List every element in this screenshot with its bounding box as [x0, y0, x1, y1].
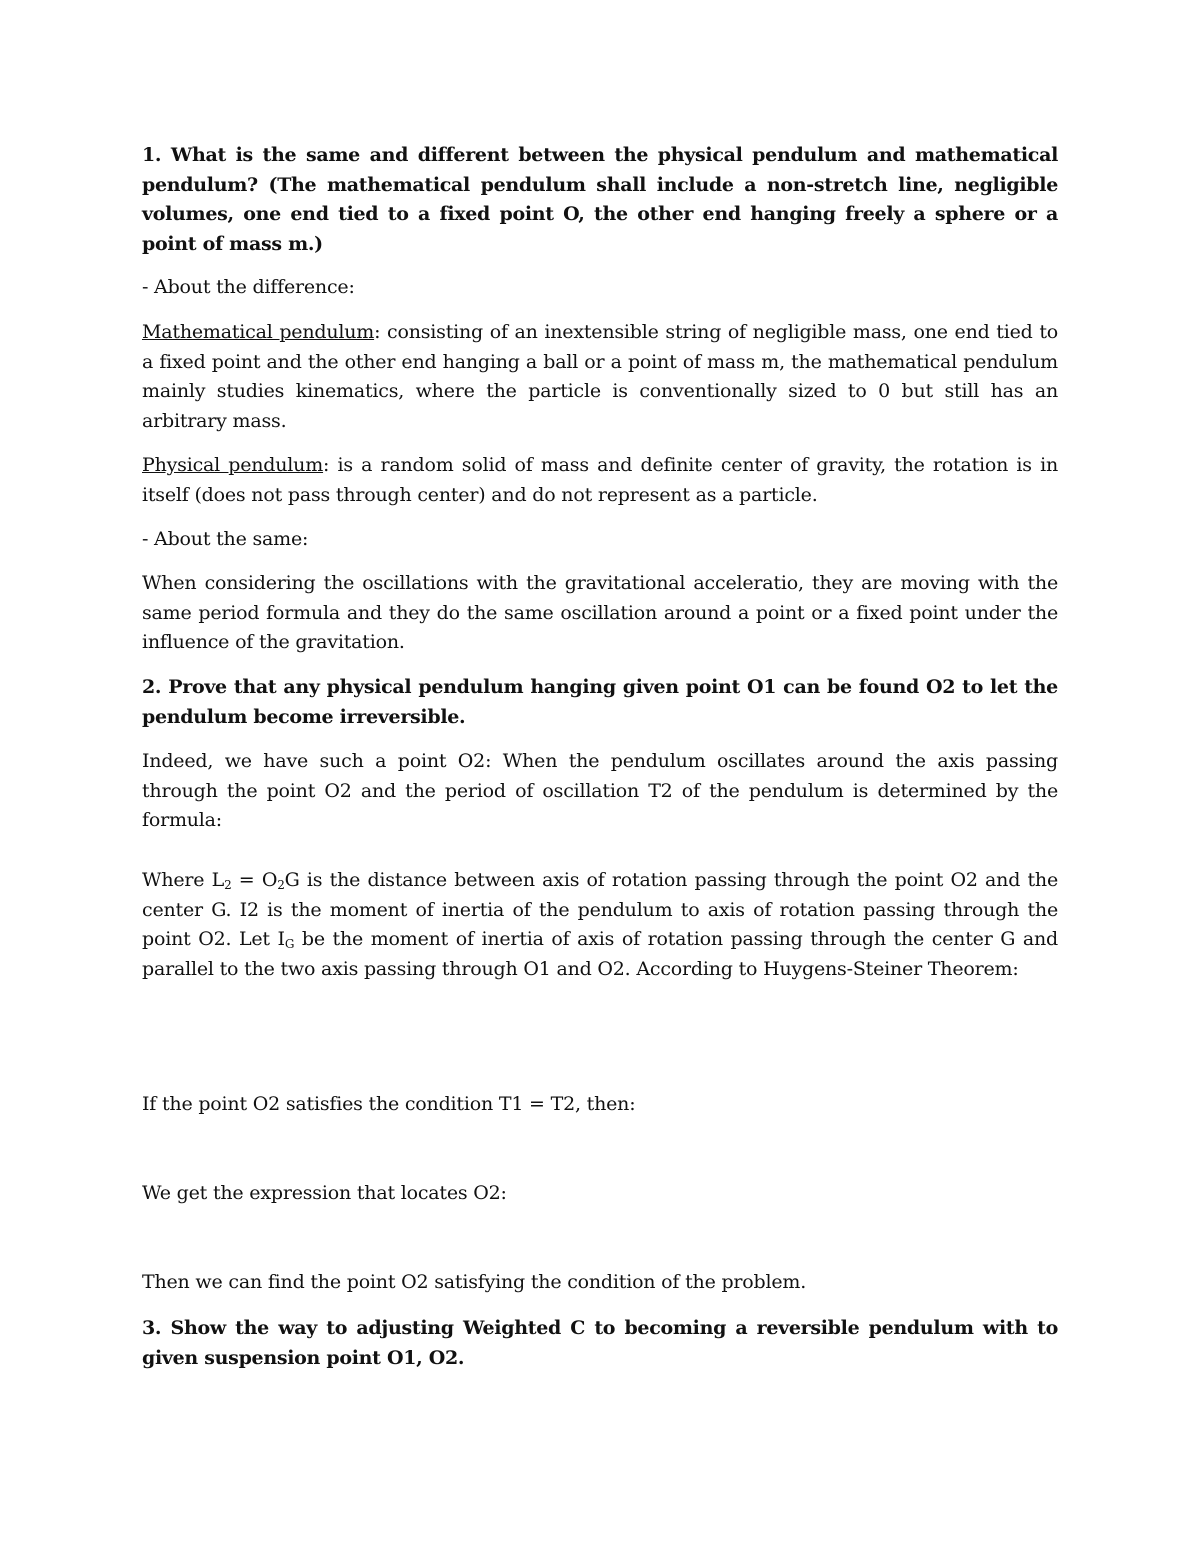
where-text-1: Where L	[142, 869, 225, 891]
mathematical-pendulum-definition: : consisting of an inextensible string of negligible mass, one end tied to a fixed point and the other end hanging a ball or a point of mass m, the mathematical pendulum mainly studies kinematics, where the particle is conventionally sized to 0 but still has an arbitrary mass.	[142, 321, 1058, 432]
where-sub-1: 2	[224, 878, 232, 892]
question-2	[142, 673, 1058, 732]
where-paragraph	[142, 866, 1058, 984]
mathematical-pendulum-paragraph	[142, 318, 1058, 436]
conclusion-paragraph: Then we can find the point O2 satisfying the condition of the problem.	[142, 1271, 807, 1293]
question-1	[142, 141, 1058, 259]
mathematical-pendulum-term: Mathematical pendulum	[142, 321, 375, 343]
question-1-text: What is the same and different between the physical pendulum and mathematical pendulum? (The mathematical pendulum shall include a non-stretch line, negligible volumes, one end tied to a fixed point O, the other end hanging freely a sphere or a point of mass m.)	[142, 144, 1058, 255]
same-heading: - About the same:	[142, 528, 309, 550]
question-3-text: Show the way to adjusting Weighted C to becoming a reversible pendulum with to given suspension point O1, O2.	[142, 1317, 1059, 1369]
where-sub-3: G	[284, 937, 295, 952]
question-3	[142, 1314, 1058, 1373]
expression-paragraph: We get the expression that locates O2:	[142, 1182, 507, 1204]
question-3-number: 3.	[142, 1317, 162, 1339]
question-2-text: Prove that any physical pendulum hanging given point O1 can be found O2 to let the pendulum become irreversible.	[142, 676, 1058, 728]
difference-heading: - About the difference:	[142, 276, 355, 298]
where-text-3: G is the distance between axis of rotation passing through the point O2 and the center G. I2 is the moment of inertia of the pendulum to axis of rotation passing through the point O2. Let I	[142, 869, 1058, 951]
question-2-number: 2.	[142, 676, 162, 698]
where-sub-2: 2	[277, 878, 285, 892]
physical-pendulum-term: Physical pendulum	[142, 454, 324, 476]
same-paragraph: When considering the oscillations with the gravitational acceleratio, they are moving with the same period formula and they do the same oscillation around a point or a fixed point under the influence of the gravitation.	[142, 572, 1058, 654]
question-1-number: 1.	[142, 144, 162, 166]
where-text-2: = O	[231, 869, 278, 891]
question-2-answer-intro: Indeed, we have such a point O2: When the pendulum oscillates around the axis passing through the point O2 and the period of oscillation T2 of the pendulum is determined by the formula:	[142, 750, 1058, 832]
physical-pendulum-definition: : is a random solid of mass and definite center of gravity, the rotation is in itself (does not pass through center) and do not represent as a particle.	[142, 454, 1059, 506]
physical-pendulum-paragraph	[142, 451, 1058, 510]
where-text-4: be the moment of inertia of axis of rotation passing through the center G and parallel to the two axis passing through O1 and O2. According to Huygens-Steiner Theorem:	[142, 928, 1058, 980]
condition-paragraph: If the point O2 satisfies the condition T1 = T2, then:	[142, 1093, 636, 1115]
